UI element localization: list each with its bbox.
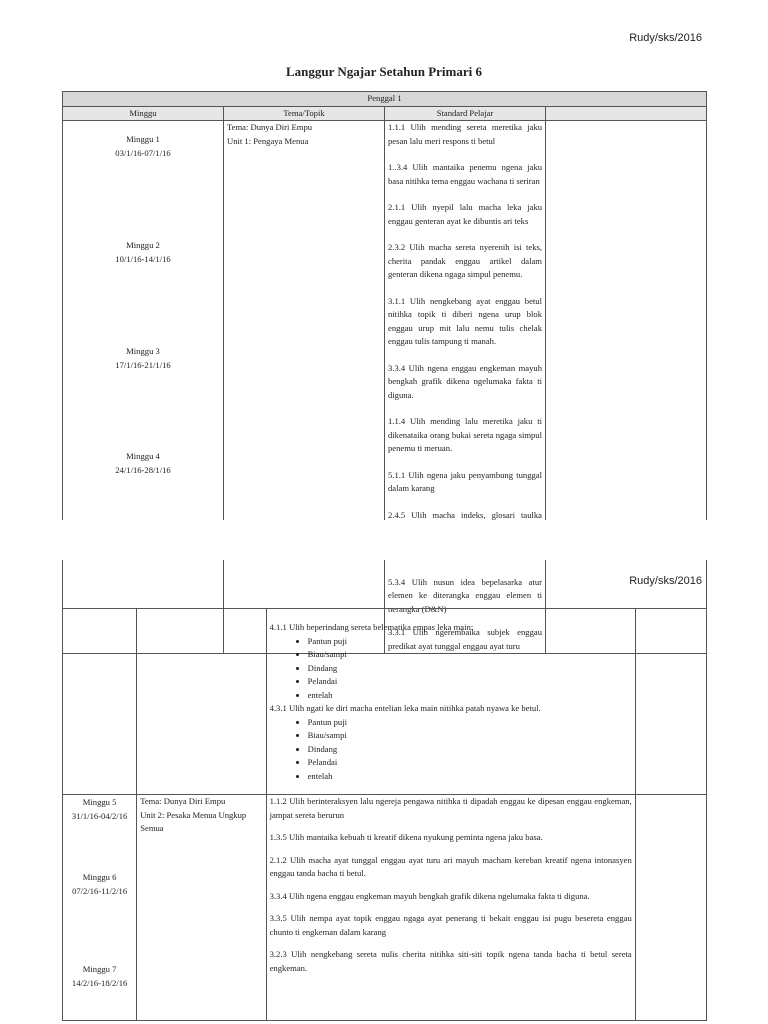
standard-item: 3.3.4 Ulih ngena enggau engkeman mayuh bengkah grafik dikena ngelumaka fakta ti diguna. <box>388 362 542 400</box>
table-row <box>63 609 707 795</box>
topic-cell <box>137 795 266 1021</box>
list-item: • entelah <box>308 689 632 703</box>
document-reference: Rudy/sks/2016 <box>629 32 702 44</box>
week-label: Minggu 4 <box>126 451 160 461</box>
lesson-plan-table-continued <box>62 608 707 1021</box>
term-band: Penggal 1 <box>63 92 707 107</box>
topic-theme: Tema: Dunya Diri Empu <box>227 122 313 132</box>
standard-item: 4.3.1 Ulih ngati ke diri macha entelian leka main nitihka patah nyawa ke betul. <box>269 703 541 713</box>
standard-item: 3.3.5 Ulih nempa ayat topik enggau ngaga ayat penerang ti bekait enggau isi pugu besereta enggau chunto ti engkeman dalam karang <box>269 913 632 937</box>
table-row <box>63 795 707 1021</box>
week-entry <box>66 239 220 266</box>
list-item: • entelah <box>308 770 632 784</box>
notes-cell <box>635 795 706 1021</box>
week-label: Minggu 3 <box>126 346 160 356</box>
standard-item: 5.3.4 Ulih nusun idea bepelasarka atur elemen ke diterangka enggau elemen ti nerangka (D&N) <box>388 576 542 614</box>
topic-theme: Tema: Dunya Diri Empu <box>140 796 226 806</box>
page-gap <box>0 520 768 560</box>
week-entry <box>66 450 220 477</box>
list-item: • Dindang <box>308 662 632 676</box>
week-cell <box>63 609 137 795</box>
list-item: • Pantun puji <box>308 635 632 649</box>
standard-item: 3.2.3 Ulih nengkebang sereta nulis cherita nitihka siti-siti topik ngena tanda bacha ti betul sereta engkeman. <box>269 949 632 973</box>
week-label: Minggu 5 <box>82 797 117 807</box>
standard-item: 1.1.1 Ulih mending sereta meretika jaku pesan lalu meri respons ti betul <box>388 122 542 146</box>
document-title: Langgur Ngajar Setahun Primari 6 <box>286 64 482 79</box>
week-dates: 03/1/16-07/1/16 <box>115 147 171 158</box>
week-dates: 10/1/16-14/1/16 <box>115 253 171 264</box>
week-entry <box>66 963 133 990</box>
notes-cell <box>635 609 706 795</box>
list <box>270 635 632 703</box>
week-dates: 31/1/16-04/2/16 <box>71 810 128 821</box>
week-entry <box>66 871 133 898</box>
standard-item: 3.3.1 Ulih ngerembaika subjek enggau predikat ayat tunggal enggau ayat turu <box>388 627 542 651</box>
list-item: • Dindang <box>308 743 632 757</box>
header-week: Minggu <box>63 106 224 121</box>
header-notes <box>546 106 707 121</box>
week-entry <box>66 796 133 823</box>
list-item: • Pantun puji <box>308 716 632 730</box>
week-dates: 14/2/16-18/2/16 <box>71 977 128 988</box>
topic-cell <box>137 609 266 795</box>
standard-item: 1.1.4 Ulih mending lalu meretika jaku ti dikenataika orang bukai sereta ngaga simpul penemu ti meruan. <box>388 416 542 453</box>
week-cell <box>63 795 137 1021</box>
list-item: • Pelandai <box>308 675 632 689</box>
week-dates: 07/2/16-11/2/16 <box>72 885 128 896</box>
header-standard: Standard Pelajar <box>385 106 546 121</box>
week-label: Minggu 2 <box>126 240 160 250</box>
standard-item: 1..3.4 Ulih mantaika penemu ngena jaku basa nitihka tema enggau wachana ti seriran <box>388 162 542 186</box>
standard-item: 2.3.2 Ulih macha sereta nyerenih isi teks, cherita pandak enggau artikel dalam genteran dikena ngaga simpul penemu. <box>388 242 542 279</box>
header-topic: Tema/Topik <box>224 106 385 121</box>
standard-item: 2.1.2 Ulih macha ayat tunggal enggau ayat turu ari mayuh macham kereban kreatif ngena intonasyen enggau tanda bacha ti betul. <box>269 854 632 878</box>
week-label: Minggu 6 <box>82 872 117 882</box>
week-dates: 17/1/16-21/1/16 <box>115 359 171 370</box>
week-label: Minggu 1 <box>126 134 160 144</box>
topic-unit: Unit 2: Pesaka Menua Ungkup Semua <box>140 809 247 833</box>
document-reference: Rudy/sks/2016 <box>629 575 702 587</box>
standard-item: 2.1.1 Ulih nyepil lalu macha leka jaku enggau genteran ayat ke dibuntis ari teks <box>388 202 542 226</box>
standard-cell <box>266 609 635 795</box>
list-item: • Pelandai <box>308 756 632 770</box>
standard-item: 2.4.5 Ulih macha indeks, glosari taulka <box>388 509 542 520</box>
topic-unit: Unit 1: Pengaya Menua <box>227 135 309 146</box>
list-item: • Biau/sampi <box>308 648 632 662</box>
standard-item: 3.1.1 Ulih nengkebang ayat enggau betul nitihka topik ti diberi ngena urup blok enggau urup mit lalu nemu tulis chelak enggau tulis tampung ti manah. <box>388 295 542 346</box>
week-label: Minggu 7 <box>82 964 117 974</box>
week-entry <box>66 345 220 372</box>
week-entry <box>66 133 220 160</box>
standard-item: 3.3.4 Ulih ngena enggau engkeman mayuh bengkah grafik dikena ngelumaka fakta ti diguna. <box>269 890 590 901</box>
list-item: • Biau/sampi <box>308 729 632 743</box>
standard-item: 5.1.1 Ulih ngena jaku penyambung tunggal dalam karang <box>388 469 542 493</box>
standard-item: 1.3.5 Ulih mantaika kebuah ti kreatif dikena nyukung peminta ngena jaku basa. <box>269 832 543 842</box>
week-dates: 24/1/16-28/1/16 <box>115 464 171 475</box>
standard-item: 1.1.2 Ulih berinteraksyen lalu ngereja pengawa nitihka ti dipadah enggau ke dipesan enggau engkeman, jampat sereta berurun <box>269 796 632 820</box>
page-2 <box>0 560 768 1024</box>
column-header-row <box>63 106 707 121</box>
standard-cell <box>266 795 635 1021</box>
standard-item: 4.1.1 Ulih beperindang sereta belematika empas leka main: <box>269 622 474 632</box>
list <box>270 716 632 784</box>
